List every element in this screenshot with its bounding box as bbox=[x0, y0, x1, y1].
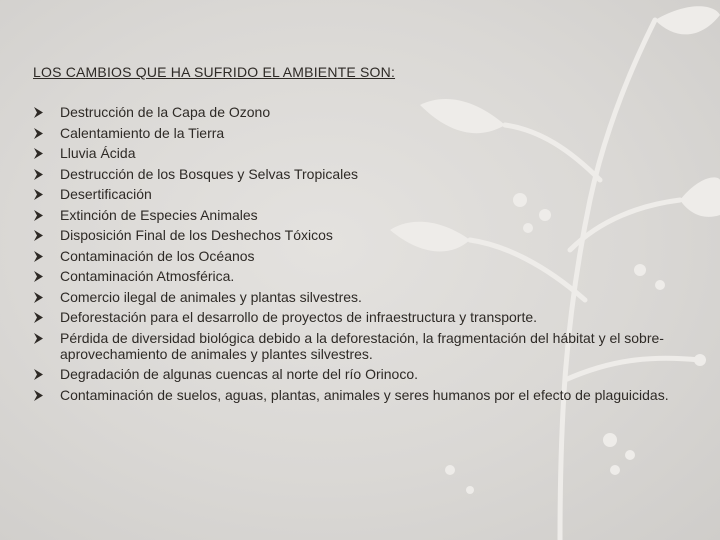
bullet-item bbox=[33, 366, 701, 382]
bullet-item bbox=[33, 104, 701, 120]
arrowhead-bullet-icon bbox=[33, 333, 43, 344]
bullet-item bbox=[33, 309, 701, 325]
arrowhead-bullet-icon bbox=[33, 128, 43, 139]
bullet-text: Deforestación para el desarrollo de proyectos de infraestructura y transporte. bbox=[60, 309, 538, 325]
bullet-item bbox=[33, 186, 701, 202]
bullet-text: Degradación de algunas cuencas al norte del río Orinoco. bbox=[60, 366, 418, 382]
bullet-item bbox=[33, 268, 701, 284]
slide-title: LOS CAMBIOS QUE HA SUFRIDO EL AMBIENTE SON: bbox=[33, 64, 396, 80]
arrowhead-bullet-icon bbox=[33, 369, 43, 380]
arrowhead-bullet-icon bbox=[33, 148, 43, 159]
bullet-item bbox=[33, 387, 701, 403]
arrowhead-bullet-icon bbox=[33, 390, 43, 401]
arrowhead-bullet-icon bbox=[33, 189, 43, 200]
bullet-text: Pérdida de diversidad biológica debido a la deforestación, la fragmentación del hábitat y el sobre-aprovechamiento de animales y plantes silvestres. bbox=[60, 329, 664, 362]
bullet-text: Desertificación bbox=[60, 186, 152, 202]
bullet-item bbox=[33, 289, 701, 305]
arrowhead-bullet-icon bbox=[33, 292, 43, 303]
arrowhead-bullet-icon bbox=[33, 107, 43, 118]
arrowhead-bullet-icon bbox=[33, 230, 43, 241]
bullet-text: Destrucción de los Bosques y Selvas Tropicales bbox=[60, 165, 359, 182]
bullet-item bbox=[33, 248, 701, 264]
bullet-text: Disposición Final de los Deshechos Tóxicos bbox=[60, 227, 333, 243]
bullet-text: Extinción de Especies Animales bbox=[60, 206, 258, 223]
bullet-text: Contaminación de suelos, aguas, plantas, animales y seres humanos por el efecto de plaguicidas. bbox=[60, 386, 669, 403]
bullet-text: Contaminación Atmosférica. bbox=[60, 268, 235, 284]
bullet-text: Comercio ilegal de animales y plantas silvestres. bbox=[60, 288, 362, 305]
bullet-text: Lluvia Ácida bbox=[60, 145, 136, 161]
bullet-text: Destrucción de la Capa de Ozono bbox=[60, 104, 271, 120]
bullet-item bbox=[33, 166, 701, 182]
bullet-item bbox=[33, 227, 701, 243]
bullet-item bbox=[33, 330, 701, 362]
arrowhead-bullet-icon bbox=[33, 271, 43, 282]
arrowhead-bullet-icon bbox=[33, 169, 43, 180]
bullet-item bbox=[33, 145, 701, 161]
bullet-text: Calentamiento de la Tierra bbox=[60, 124, 225, 141]
bullet-text: Contaminación de los Océanos bbox=[60, 247, 255, 264]
bullet-list bbox=[33, 104, 701, 407]
arrowhead-bullet-icon bbox=[33, 251, 43, 262]
bullet-item bbox=[33, 207, 701, 223]
arrowhead-bullet-icon bbox=[33, 210, 43, 221]
bullet-item bbox=[33, 125, 701, 141]
arrowhead-bullet-icon bbox=[33, 312, 43, 323]
